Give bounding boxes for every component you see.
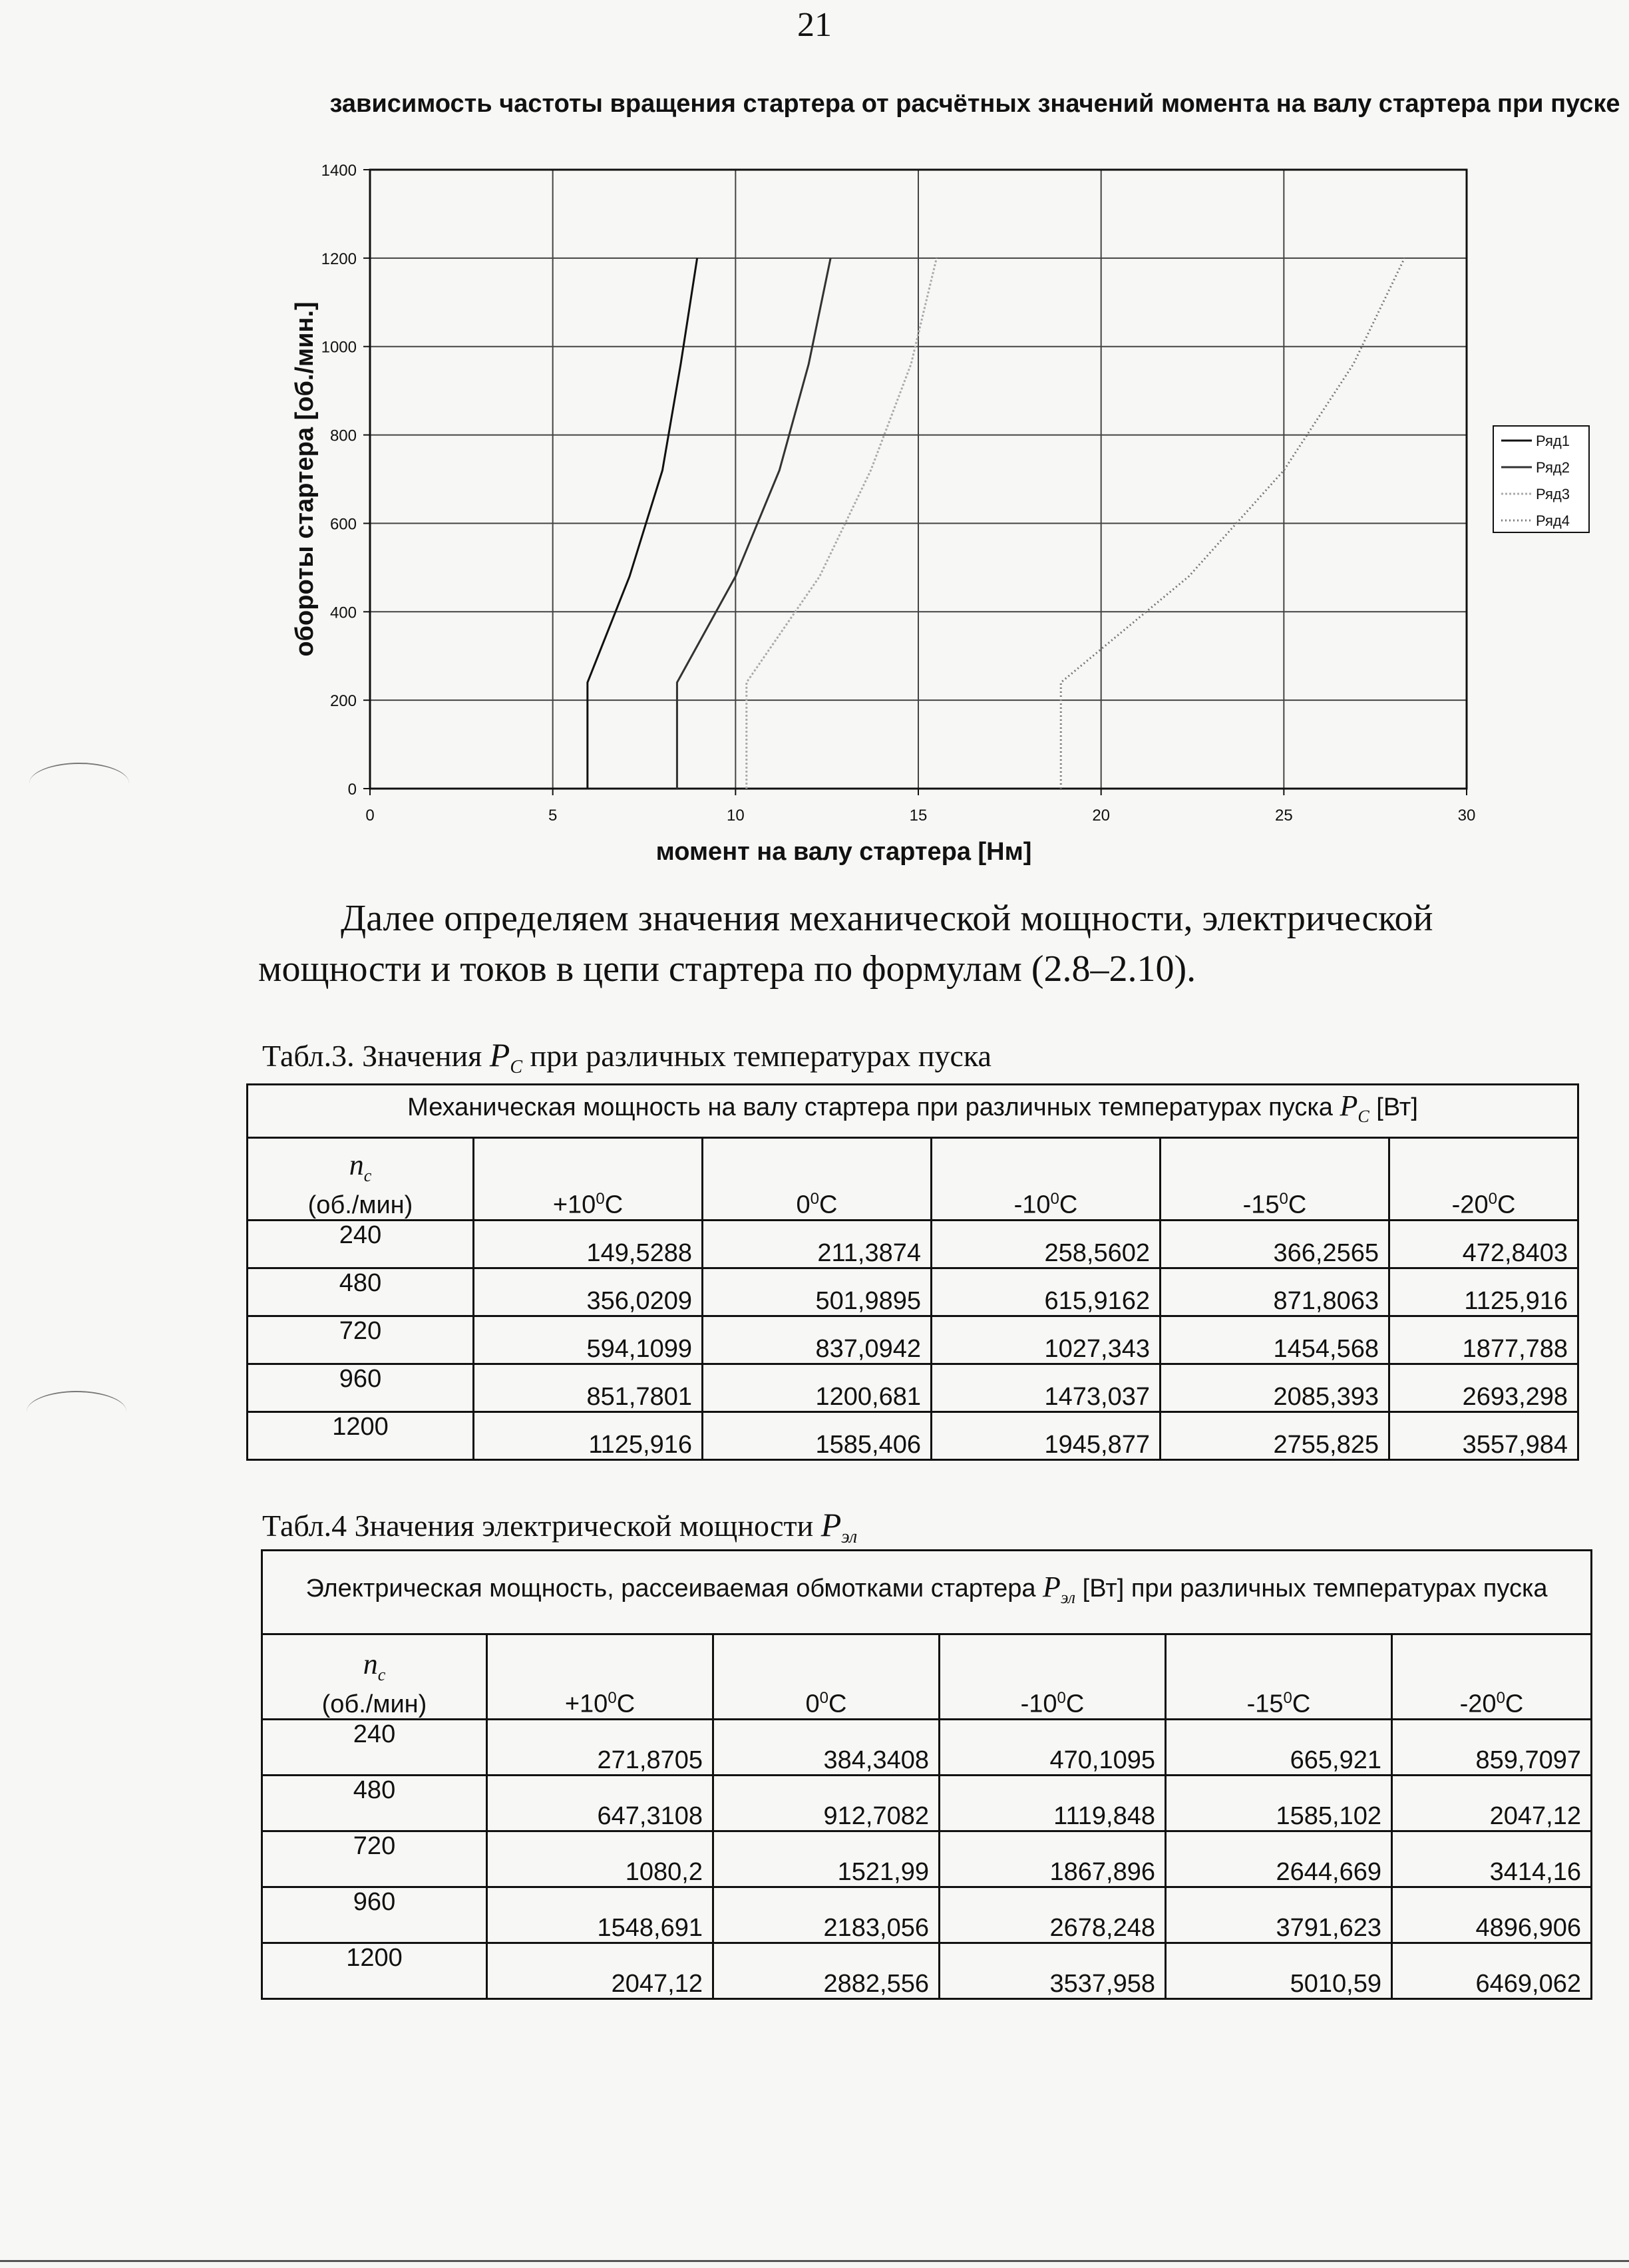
table3-header-text: Механическая мощность на валу стартера при различных температурах пуска bbox=[407, 1093, 1340, 1121]
y-tick-label: 0 bbox=[347, 781, 357, 799]
y-axis-title: обороты стартера [об./мин.] bbox=[291, 301, 319, 657]
page-number: 21 bbox=[797, 6, 832, 44]
value-cell: 2047,12 bbox=[1392, 1776, 1592, 1831]
value-cell: 2047,12 bbox=[487, 1943, 713, 1999]
rpm-cell: 720 bbox=[262, 1831, 487, 1887]
temperature-header: $0^0C$ bbox=[713, 1634, 940, 1720]
value-cell: 1454,568 bbox=[1161, 1316, 1389, 1364]
table3-caption-tail: при различных температурах пуска bbox=[522, 1039, 992, 1073]
rpm-cell: 240 bbox=[262, 1720, 487, 1776]
table3-caption-symbol: P bbox=[489, 1036, 510, 1073]
value-cell: 3557,984 bbox=[1389, 1412, 1578, 1460]
axis-ticks bbox=[321, 162, 1476, 825]
n-symbol: $n_c$ bbox=[363, 1648, 386, 1684]
value-cell: 5010,59 bbox=[1166, 1943, 1392, 1999]
value-cell: 1125,916 bbox=[1389, 1268, 1578, 1316]
value-cell: 871,8063 bbox=[1161, 1268, 1389, 1316]
chart bbox=[0, 0, 1629, 892]
table4-n-header bbox=[262, 1634, 487, 1720]
y-tick-label: 800 bbox=[329, 427, 357, 445]
value-cell: 912,7082 bbox=[713, 1776, 940, 1831]
value-cell: 851,7801 bbox=[474, 1364, 703, 1412]
value-cell: 2183,056 bbox=[713, 1887, 940, 1943]
temperature-header: $0^0C$ bbox=[703, 1138, 932, 1221]
rpm-cell: 480 bbox=[262, 1776, 487, 1831]
value-cell: 472,8403 bbox=[1389, 1221, 1578, 1268]
value-cell: 647,3108 bbox=[487, 1776, 713, 1831]
scan-mark bbox=[27, 1391, 126, 1432]
y-tick-label: 1200 bbox=[321, 250, 357, 268]
table4-column-headers bbox=[262, 1634, 1592, 1720]
table4-header bbox=[262, 1551, 1592, 1634]
value-cell: 2644,669 bbox=[1166, 1831, 1392, 1887]
value-cell: 1877,788 bbox=[1389, 1316, 1578, 1364]
value-cell: 1548,691 bbox=[487, 1887, 713, 1943]
x-tick-label: 15 bbox=[909, 807, 928, 825]
table4-caption-subscript: эл bbox=[841, 1527, 858, 1547]
table-row bbox=[262, 1943, 1592, 1999]
temperature-header: $-20^0C$ bbox=[1389, 1138, 1578, 1221]
body-paragraph: Далее определяем значения механической мощности, электрической мощности и токов в цепи стартера по формулам (2.8–2.10). bbox=[258, 898, 1433, 990]
table3-caption bbox=[262, 1036, 992, 1078]
value-cell: 2085,393 bbox=[1161, 1364, 1389, 1412]
scan-mark bbox=[29, 763, 129, 804]
value-cell: 3414,16 bbox=[1392, 1831, 1592, 1887]
value-cell: 665,921 bbox=[1166, 1720, 1392, 1776]
x-tick-label: 10 bbox=[726, 807, 745, 825]
y-tick-label: 200 bbox=[329, 692, 357, 711]
rpm-cell: 1200 bbox=[262, 1943, 487, 1999]
temperature-header: $-10^0C$ bbox=[940, 1634, 1166, 1720]
n-unit: (об./мин) bbox=[307, 1191, 413, 1219]
table3-header-tail: [Вт] bbox=[1369, 1093, 1418, 1121]
table-row bbox=[248, 1316, 1578, 1364]
rpm-cell: 240 bbox=[248, 1221, 474, 1268]
value-cell: 366,2565 bbox=[1161, 1221, 1389, 1268]
table3-n-header bbox=[248, 1138, 474, 1221]
x-tick-label: 30 bbox=[1457, 807, 1476, 825]
temperature-header: $-15^0C$ bbox=[1166, 1634, 1392, 1720]
x-tick-label: 0 bbox=[365, 807, 375, 825]
value-cell: 594,1099 bbox=[474, 1316, 703, 1364]
value-cell: 384,3408 bbox=[713, 1720, 940, 1776]
table-row bbox=[262, 1887, 1592, 1943]
table4-header-symbol: $P_{эл}$ bbox=[1043, 1570, 1076, 1607]
value-cell: 271,8705 bbox=[487, 1720, 713, 1776]
rpm-cell: 1200 bbox=[248, 1412, 474, 1460]
value-cell: 258,5602 bbox=[932, 1221, 1161, 1268]
table4-caption bbox=[262, 1505, 857, 1548]
x-tick-label: 20 bbox=[1092, 807, 1111, 825]
value-cell: 1125,916 bbox=[474, 1412, 703, 1460]
table-row bbox=[262, 1776, 1592, 1831]
temperature-header: $-10^0C$ bbox=[932, 1138, 1161, 1221]
table4-caption-symbol: P bbox=[820, 1506, 842, 1543]
table3-header-row bbox=[248, 1085, 1578, 1138]
value-cell: 1027,343 bbox=[932, 1316, 1161, 1364]
value-cell: 501,9895 bbox=[703, 1268, 932, 1316]
table4 bbox=[261, 1549, 1592, 2000]
table3-header bbox=[248, 1085, 1578, 1138]
value-cell: 3537,958 bbox=[940, 1943, 1166, 1999]
value-cell: 3791,623 bbox=[1166, 1887, 1392, 1943]
value-cell: 6469,062 bbox=[1392, 1943, 1592, 1999]
value-cell: 1200,681 bbox=[703, 1364, 932, 1412]
value-cell: 2882,556 bbox=[713, 1943, 940, 1999]
value-cell: 2755,825 bbox=[1161, 1412, 1389, 1460]
table-row bbox=[248, 1412, 1578, 1460]
value-cell: 1867,896 bbox=[940, 1831, 1166, 1887]
table4-caption-text: Табл.4 Значения электрической мощности bbox=[262, 1509, 821, 1543]
y-tick-label: 600 bbox=[329, 515, 357, 534]
y-tick-label: 1000 bbox=[321, 338, 357, 357]
value-cell: 837,0942 bbox=[703, 1316, 932, 1364]
table3-header-symbol: $P_C$ bbox=[1340, 1089, 1369, 1126]
rpm-cell: 960 bbox=[262, 1887, 487, 1943]
value-cell: 1585,102 bbox=[1166, 1776, 1392, 1831]
value-cell: 4896,906 bbox=[1392, 1887, 1592, 1943]
value-cell: 149,5288 bbox=[474, 1221, 703, 1268]
table-row bbox=[262, 1720, 1592, 1776]
rpm-cell: 720 bbox=[248, 1316, 474, 1364]
legend bbox=[1493, 426, 1589, 532]
value-cell: 1119,848 bbox=[940, 1776, 1166, 1831]
y-tick-label: 400 bbox=[329, 604, 357, 622]
value-cell: 211,3874 bbox=[703, 1221, 932, 1268]
table3-caption-text: Табл.3. Значения bbox=[262, 1039, 490, 1073]
value-cell: 615,9162 bbox=[932, 1268, 1161, 1316]
x-tick-label: 25 bbox=[1274, 807, 1293, 825]
y-tick-label: 1400 bbox=[321, 162, 357, 180]
n-symbol: $n_c$ bbox=[349, 1149, 372, 1185]
value-cell: 1585,406 bbox=[703, 1412, 932, 1460]
value-cell: 859,7097 bbox=[1392, 1720, 1592, 1776]
table3 bbox=[246, 1083, 1579, 1461]
chart-grid bbox=[370, 170, 1467, 789]
legend-label: Ряд4 bbox=[1536, 512, 1570, 529]
x-axis-title: момент на валу стартера [Нм] bbox=[655, 838, 1032, 866]
temperature-header: $-20^0C$ bbox=[1392, 1634, 1592, 1720]
scan-bottom-edge bbox=[0, 2260, 1629, 2262]
table3-caption-subscript: C bbox=[510, 1057, 522, 1077]
legend-label: Ряд3 bbox=[1536, 486, 1570, 502]
legend-label: Ряд2 bbox=[1536, 459, 1570, 476]
value-cell: 2693,298 bbox=[1389, 1364, 1578, 1412]
rpm-cell: 960 bbox=[248, 1364, 474, 1412]
table3-column-headers bbox=[248, 1138, 1578, 1221]
table-row bbox=[262, 1831, 1592, 1887]
legend-label: Ряд1 bbox=[1536, 433, 1570, 449]
n-unit: (об./мин) bbox=[321, 1690, 427, 1718]
table-row bbox=[248, 1364, 1578, 1412]
value-cell: 1521,99 bbox=[713, 1831, 940, 1887]
value-cell: 1080,2 bbox=[487, 1831, 713, 1887]
value-cell: 356,0209 bbox=[474, 1268, 703, 1316]
temperature-header: $-15^0C$ bbox=[1161, 1138, 1389, 1221]
table4-header-text: Электрическая мощность, рассеиваемая обмотками стартера bbox=[305, 1574, 1043, 1603]
temperature-header: $+10^0C$ bbox=[474, 1138, 703, 1221]
value-cell: 1945,877 bbox=[932, 1412, 1161, 1460]
chart-title: зависимость частоты вращения стартера от расчётных значений момента на валу стартера при пуске bbox=[329, 90, 1620, 118]
table-row bbox=[248, 1268, 1578, 1316]
value-cell: 1473,037 bbox=[932, 1364, 1161, 1412]
rpm-cell: 480 bbox=[248, 1268, 474, 1316]
table4-header-tail: [Вт] при различных температурах пуска bbox=[1075, 1574, 1548, 1603]
table-row bbox=[248, 1221, 1578, 1268]
temperature-header: $+10^0C$ bbox=[487, 1634, 713, 1720]
table4-header-row bbox=[262, 1551, 1592, 1634]
x-tick-label: 5 bbox=[548, 807, 558, 825]
value-cell: 2678,248 bbox=[940, 1887, 1166, 1943]
value-cell: 470,1095 bbox=[940, 1720, 1166, 1776]
